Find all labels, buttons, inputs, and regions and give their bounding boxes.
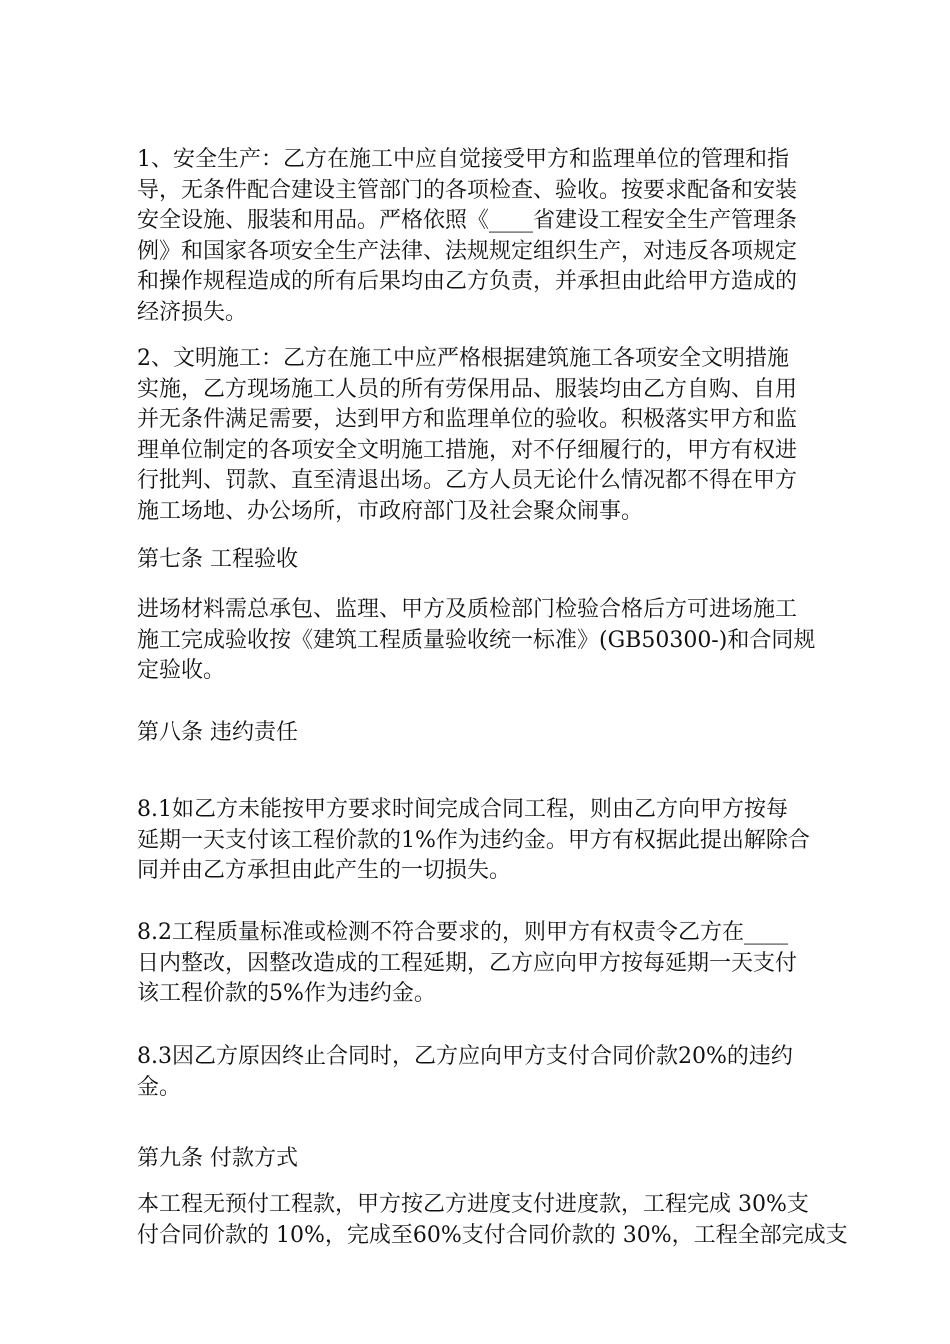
text-line: 日内整改，因整改造成的工程延期，乙方应向甲方按每延期一天支付 [137,950,798,976]
text-line: 和操作规程造成的所有后果均由乙方负责，并承担由此给甲方造成的 [137,269,798,294]
text-line: 1、安全生产：乙方在施工中应自觉接受甲方和监理单位的管理和指 [137,147,789,172]
paragraph-8-1 [137,795,817,887]
text-line: 安全设施、服装和用品。严格依照《____省建设工程安全生产管理条 [137,208,798,233]
section-heading-8 [137,718,817,749]
text-line: 延期一天支付该工程价款的1%作为违约金。甲方有权据此提出解除合 [137,827,810,853]
text-line: 行批判、罚款、直至清退出场。乙方人员无论什么情况都不得在甲方 [137,468,798,493]
paragraph-8-3 [137,1042,817,1103]
text-line: 例》和国家各项安全生产法律、法规规定组织生产，对违反各项规定 [137,238,798,264]
paragraph-acceptance [137,595,817,687]
text-line: 8.1如乙方未能按甲方要求时间完成合同工程，则由乙方向甲方按每 [137,797,788,822]
section-heading-7 [137,545,817,576]
text-line: 进场材料需总承包、监理、甲方及质检部门检验合格后方可进场施工 [137,597,798,622]
text-line: 施工完成验收按《建筑工程质量验收统一标准》(GB50300-)和合同规 [137,627,816,653]
text-line: 金。 [137,1074,182,1100]
text-line: 该工程价款的5%作为违约金。 [137,981,436,1006]
paragraph-civilized-construction [137,344,817,527]
text-line: 导，无条件配合建设主管部门的各项检查、验收。按要求配备和安装 [137,177,798,203]
text-line: 8.2工程质量标准或检测不符合要求的，则甲方有权责令乙方在____ [137,920,788,945]
section-heading-9 [137,1144,817,1175]
section-title: 第八条 违约责任 [137,720,298,745]
text-line: 并无条件满足需要，达到甲方和监理单位的验收。积极落实甲方和监 [137,407,798,432]
text-line: 同并由乙方承担由此产生的一切损失。 [137,858,512,883]
text-line: 付合同价款的 10%，完成至60%支付合同价款的 30%，工程全部完成支 [137,1222,848,1248]
paragraph-8-2 [137,918,817,1010]
text-line: 经济损失。 [137,299,248,325]
text-line: 施工场地、办公场所，市政府部门及社会聚众闹事。 [137,498,644,524]
text-line: 2、文明施工：乙方在施工中应严格根据建筑施工各项安全文明措施 [137,346,789,371]
text-line: 理单位制定的各项安全文明施工措施，对不仔细履行的，甲方有权进 [137,437,798,463]
section-title: 第九条 付款方式 [137,1146,298,1171]
text-line: 定验收。 [137,658,226,683]
text-line: 8.3因乙方原因终止合同时，乙方应向甲方支付合同价款20%的违约 [137,1044,793,1069]
section-title: 第七条 工程验收 [137,547,298,572]
text-line: 实施，乙方现场施工人员的所有劳保用品、服装均由乙方自购、自用 [137,376,798,402]
text-line: 本工程无预付工程款，甲方按乙方进度支付进度款，工程完成 30%支 [137,1192,809,1217]
paragraph-payment [137,1190,848,1251]
paragraph-safety-production [137,145,817,328]
